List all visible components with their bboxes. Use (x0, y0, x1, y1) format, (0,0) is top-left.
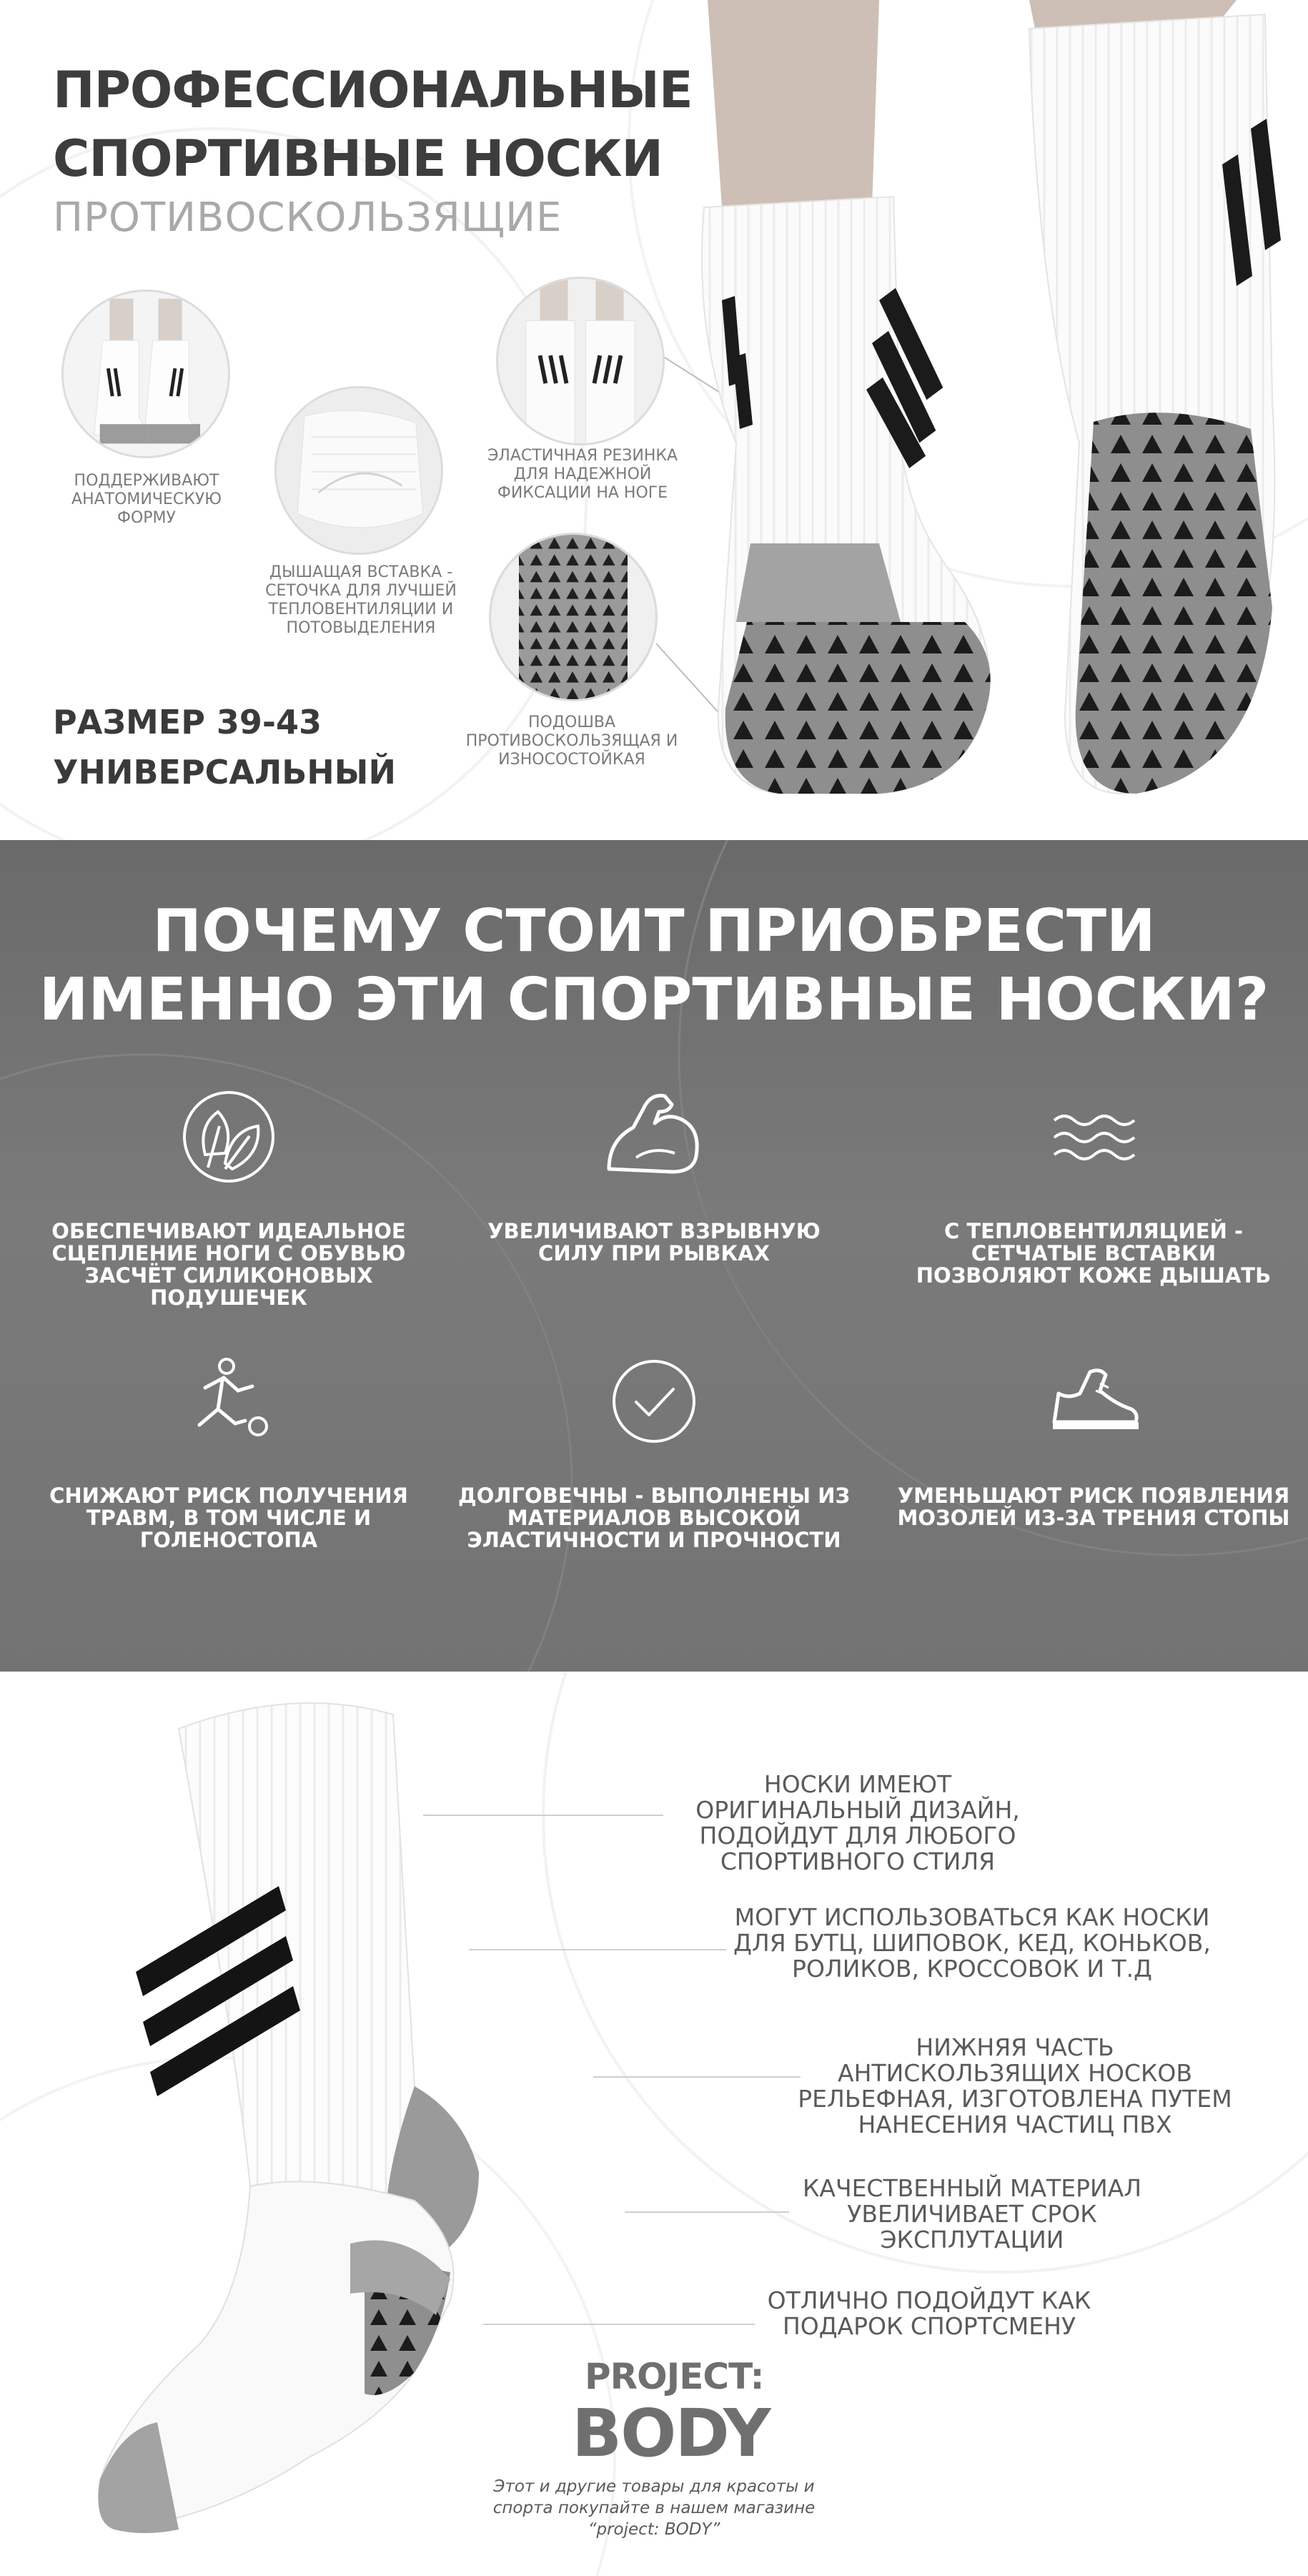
caption-elastic: ЭЛАСТИЧНАЯ РЕЗИНКА ДЛЯ НАДЕЖНОЙ ФИКСАЦИИ НА НОГЕ (487, 447, 678, 502)
callout-design: НОСКИ ИМЕЮТ ОРИГИНАЛЬНЫЙ ДИЗАЙН, ПОДОЙДУТ ДЛЯ ЛЮБОГО СПОРТИВНОГО СТИЛЯ (695, 1770, 1020, 1875)
brand-tagline-line-1: Этот и другие товары для красоты и (493, 2477, 815, 2496)
single-sock-image (79, 1686, 650, 2565)
callout-gift: ОТЛИЧНО ПОДОЙДУТ КАК ПОДАРОК СПОРТСМЕНУ (767, 2286, 1091, 2340)
brand-logo-top: PROJECT: (585, 2356, 764, 2397)
feature-durable (454, 1348, 854, 1551)
callout-line-5 (483, 2324, 755, 2325)
callout-line-3 (593, 2076, 801, 2078)
callout-material: КАЧЕСТВЕННЫЙ МАТЕРИАЛ УВЕЛИЧИВАЕТ СРОК ЭКСПЛУТАЦИИ (802, 2174, 1142, 2254)
callout-line-1 (423, 1815, 663, 1816)
leaf-grip-icon (175, 1083, 282, 1190)
size-universal: УНИВЕРСАЛЬНЫЙ (53, 753, 396, 791)
why-title-line-1: ПОЧЕМУ СТОИТ ПРИОБРЕСТИ (152, 897, 1156, 965)
feature-power-text: УВЕЛИЧИВАЮТ ВЗРЫВНУЮ СИЛУ ПРИ РЫВКАХ (487, 1219, 821, 1265)
feature-grip (29, 1083, 429, 1309)
feature-ventilation (893, 1083, 1294, 1287)
feature-power (454, 1083, 854, 1265)
title-line-1: ПРОФЕССИОНАЛЬНЫЕ (53, 61, 693, 119)
caption-anatomical: ПОДДЕРЖИВАЮТ АНАТОМИЧЕСКУЮ ФОРМУ (71, 472, 222, 527)
air-waves-icon (1040, 1083, 1147, 1190)
socks-on-legs-image (665, 0, 1308, 840)
sneaker-icon (1040, 1348, 1147, 1455)
check-circle-icon (600, 1348, 708, 1455)
why-section (0, 840, 1308, 1672)
why-title (0, 897, 1308, 1035)
feature-ventilation-text: С ТЕПЛОВЕНТИЛЯЦИЕЙ - СЕТЧАТЫЕ ВСТАВКИ ПОЗВОЛЯЮТ КОЖЕ ДЫШАТЬ (916, 1219, 1272, 1288)
size-range: РАЗМЕР 39-43 (53, 703, 322, 741)
hero-section (0, 0, 1308, 840)
feature-injury (29, 1348, 429, 1551)
callout-sole: НИЖНЯЯ ЧАСТЬ АНТИСКОЛЬЗЯЩИХ НОСКОВ РЕЛЬЕФНАЯ, ИЗГОТОВЛЕНА ПУТЕМ НАНЕСЕНИЯ ЧАСТИЦ ПВХ (798, 2033, 1232, 2138)
details-section (0, 1672, 1308, 2576)
size-info (53, 697, 396, 797)
brand-tagline-line-3: “project: BODY” (588, 2520, 720, 2539)
caption-mesh: ДЫШАЩАЯ ВСТАВКА - СЕТОЧКА ДЛЯ ЛУЧШЕЙ ТЕПЛОВЕНТИЛЯЦИИ И ПОТОВЫДЕЛЕНИЯ (265, 563, 457, 637)
feature-calluses-text: УМЕНЬШАЮТ РИСК ПОЯВЛЕНИЯ МОЗОЛЕЙ ИЗ-ЗА ТРЕНИЯ СТОПЫ (897, 1484, 1290, 1530)
page-subtitle: ПРОТИВОСКОЛЬЗЯЩИЕ (53, 194, 563, 241)
brand-tagline-line-2: спорта покупайте в нашем магазине (492, 2499, 816, 2517)
title-line-2: СПОРТИВНЫЕ НОСКИ (53, 129, 663, 188)
feature-durable-text: ДОЛГОВЕЧНЫ - ВЫПОЛНЕНЫ ИЗ МАТЕРИАЛОВ ВЫСОКОЙ ЭЛАСТИЧНОСТИ И ПРОЧНОСТИ (457, 1484, 851, 1552)
football-player-icon (175, 1348, 282, 1455)
caption-sole: ПОДОШВА ПРОТИВОСКОЛЬЗЯЩАЯ И ИЗНОСОСТОЙКАЯ (465, 714, 678, 769)
feature-grip-text: ОБЕСПЕЧИВАЮТ ИДЕАЛЬНОЕ СЦЕПЛЕНИЕ НОГИ С ОБУВЬЮ ЗАСЧЁТ СИЛИКОНОВЫХ ПОДУШЕЧЕК (51, 1219, 406, 1310)
callout-line-2 (469, 1949, 726, 1950)
feature-injury-text: СНИЖАЮТ РИСК ПОЛУЧЕНИЯ ТРАВМ, В ТОМ ЧИСЛЕ И ГОЛЕНОСТОПА (49, 1484, 408, 1552)
brand-logo-main: BODY (572, 2395, 770, 2472)
why-title-line-2: ИМЕННО ЭТИ СПОРТИВНЫЕ НОСКИ? (39, 966, 1269, 1034)
callout-usage: МОГУТ ИСПОЛЬЗОВАТЬСЯ КАК НОСКИ ДЛЯ БУТЦ, ШИПОВОК, КЕД, КОНЬКОВ, РОЛИКОВ, КРОССОВОК И Т.Д (733, 1903, 1211, 1983)
flexed-bicep-icon (600, 1083, 708, 1190)
feature-calluses (893, 1348, 1294, 1529)
brand-tagline (486, 2476, 822, 2540)
